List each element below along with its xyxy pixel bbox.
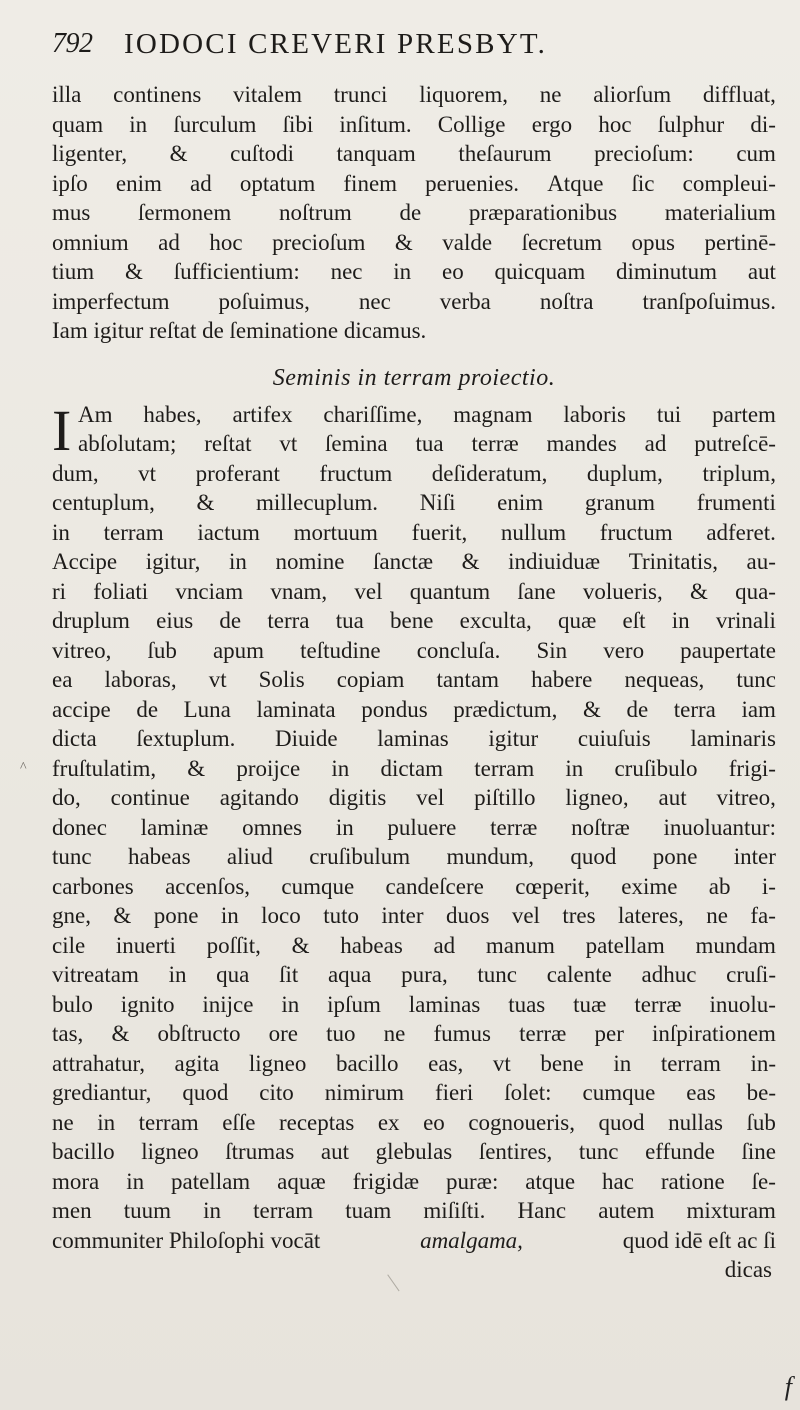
text-line: bacillo ligneo ſtrumas aut glebulas ſentires, tunc effunde ſine bbox=[52, 1139, 776, 1164]
final-line-lead: communiter Philoſophi vocāt bbox=[52, 1227, 321, 1253]
page-number: 792 bbox=[52, 28, 93, 59]
text-line: abſolutam; reſtat vt ſemina tua terræ mandes ad putreſcē- bbox=[78, 431, 776, 456]
final-line-tail: quod idē eſt ac ſi bbox=[622, 1227, 776, 1253]
text-line: vitreatam in qua ſit aqua pura, tunc calente adhuc cruſi- bbox=[52, 962, 776, 987]
drop-cap: I bbox=[52, 397, 72, 463]
text-line: in terram iactum mortuum fuerit, nullum fructum adferet. bbox=[52, 519, 776, 545]
catchword: dicas bbox=[724, 1257, 772, 1282]
text-line: vitreo, ſub apum teſtudine concluſa. Sin vero paupertate bbox=[52, 637, 776, 663]
text-line-final bbox=[52, 1226, 776, 1256]
text-line: bulo ignito inijce in ipſum laminas tuas tuæ terræ inuolu- bbox=[52, 991, 776, 1017]
text-line: accipe de Luna laminata pondus prædictum, & de terra iam bbox=[52, 696, 776, 722]
text-line: mora in patellam aquæ frigidæ puræ: atque hac ratione ſe- bbox=[52, 1168, 776, 1194]
text-line: donec laminæ omnes in puluere terræ noſtræ inuoluantur: bbox=[52, 814, 776, 840]
text-line: dum, vt proferant fructum deſideratum, duplum, triplum, bbox=[52, 460, 776, 486]
text-line: tunc habeas aliud cruſibulum mundum, quod pone inter bbox=[52, 844, 776, 869]
text-line: carbones accenſos, cumque candeſcere cœperit, exime ab i- bbox=[52, 873, 776, 899]
paragraph-2 bbox=[52, 397, 776, 1226]
text-line: grediantur, quod cito nimirum fieri ſolet: cumque eas be- bbox=[52, 1080, 776, 1105]
text-line: fruſtulatim, & proijce in dictam terram in cruſibulo frigi- bbox=[52, 755, 776, 781]
text-line: Accipe igitur, in nomine ſanctæ & indiuiduæ Trinitatis, au- bbox=[52, 549, 776, 574]
text-line: cile inuerti poſſit, & habeas ad manum patellam mundam bbox=[52, 932, 776, 958]
corner-mark: f bbox=[784, 1372, 792, 1401]
paragraph-1 bbox=[52, 80, 776, 346]
text-line: ligenter, & cuſtodi tanquam theſaurum precioſum: cum bbox=[52, 141, 776, 166]
term-amalgama: amalgama, bbox=[420, 1227, 523, 1253]
text-line: tas, & obſtructo ore tuo ne fumus terræ per inſpirationem bbox=[52, 1021, 776, 1046]
text-line: omnium ad hoc precioſum & valde ſecretum opus pertinē- bbox=[52, 229, 776, 255]
text-line: attrahatur, agita ligneo bacillo eas, vt bene in terram in- bbox=[52, 1050, 776, 1076]
page-header bbox=[52, 26, 772, 66]
text-line: Am habes, artifex chariſſime, magnam laboris tui partem bbox=[78, 401, 776, 427]
text-line: men tuum in terram tuam miſiſti. Hanc autem mixturam bbox=[52, 1198, 776, 1223]
text-line: do, continue agitando digitis vel piſtillo ligneo, aut vitreo, bbox=[52, 785, 776, 810]
text-block bbox=[52, 80, 776, 1285]
text-line: quam in ſurculum ſibi inſitum. Collige ergo hoc ſulphur di- bbox=[52, 111, 776, 137]
text-line: ipſo enim ad optatum finem peruenies. Atque ſic compleui- bbox=[52, 170, 776, 196]
text-line: illa continens vitalem trunci liquorem, ne aliorſum diffluat, bbox=[52, 82, 776, 107]
text-line: imperfectum poſuimus, nec verba noſtra tranſpoſuimus. bbox=[52, 288, 776, 314]
text-line: druplum eius de terra tua bene exculta, quæ eſt in vrinali bbox=[52, 608, 776, 633]
text-line: gne, & pone in loco tuto inter duos vel tres lateres, ne fa- bbox=[52, 903, 776, 928]
text-line: ri foliati vnciam vnam, vel quantum ſane volueris, & qua- bbox=[52, 578, 776, 604]
text-line: ea laboras, vt Solis copiam tantam habere nequeas, tunc bbox=[52, 667, 776, 692]
running-head: IODOCI CREVERI PRESBYT. bbox=[124, 28, 548, 60]
text-line: tium & ſufficientium: nec in eo quicquam diminutum aut bbox=[52, 259, 776, 284]
text-line: centuplum, & millecuplum. Niſi enim granum frumenti bbox=[52, 490, 776, 515]
margin-mark: ^ bbox=[20, 760, 27, 775]
text-line: ne in terram eſſe receptas ex eo cognoueris, quod nullas ſub bbox=[52, 1109, 776, 1135]
text-line: dicta ſextuplum. Diuide laminas igitur cuiuſuis laminaris bbox=[52, 726, 776, 751]
text-line: mus ſermonem noſtrum de præparationibus materialium bbox=[52, 200, 776, 225]
text-line: Iam igitur reſtat de ſeminatione dicamus. bbox=[52, 318, 427, 343]
section-title: Seminis in terram proiectio. bbox=[272, 364, 556, 391]
